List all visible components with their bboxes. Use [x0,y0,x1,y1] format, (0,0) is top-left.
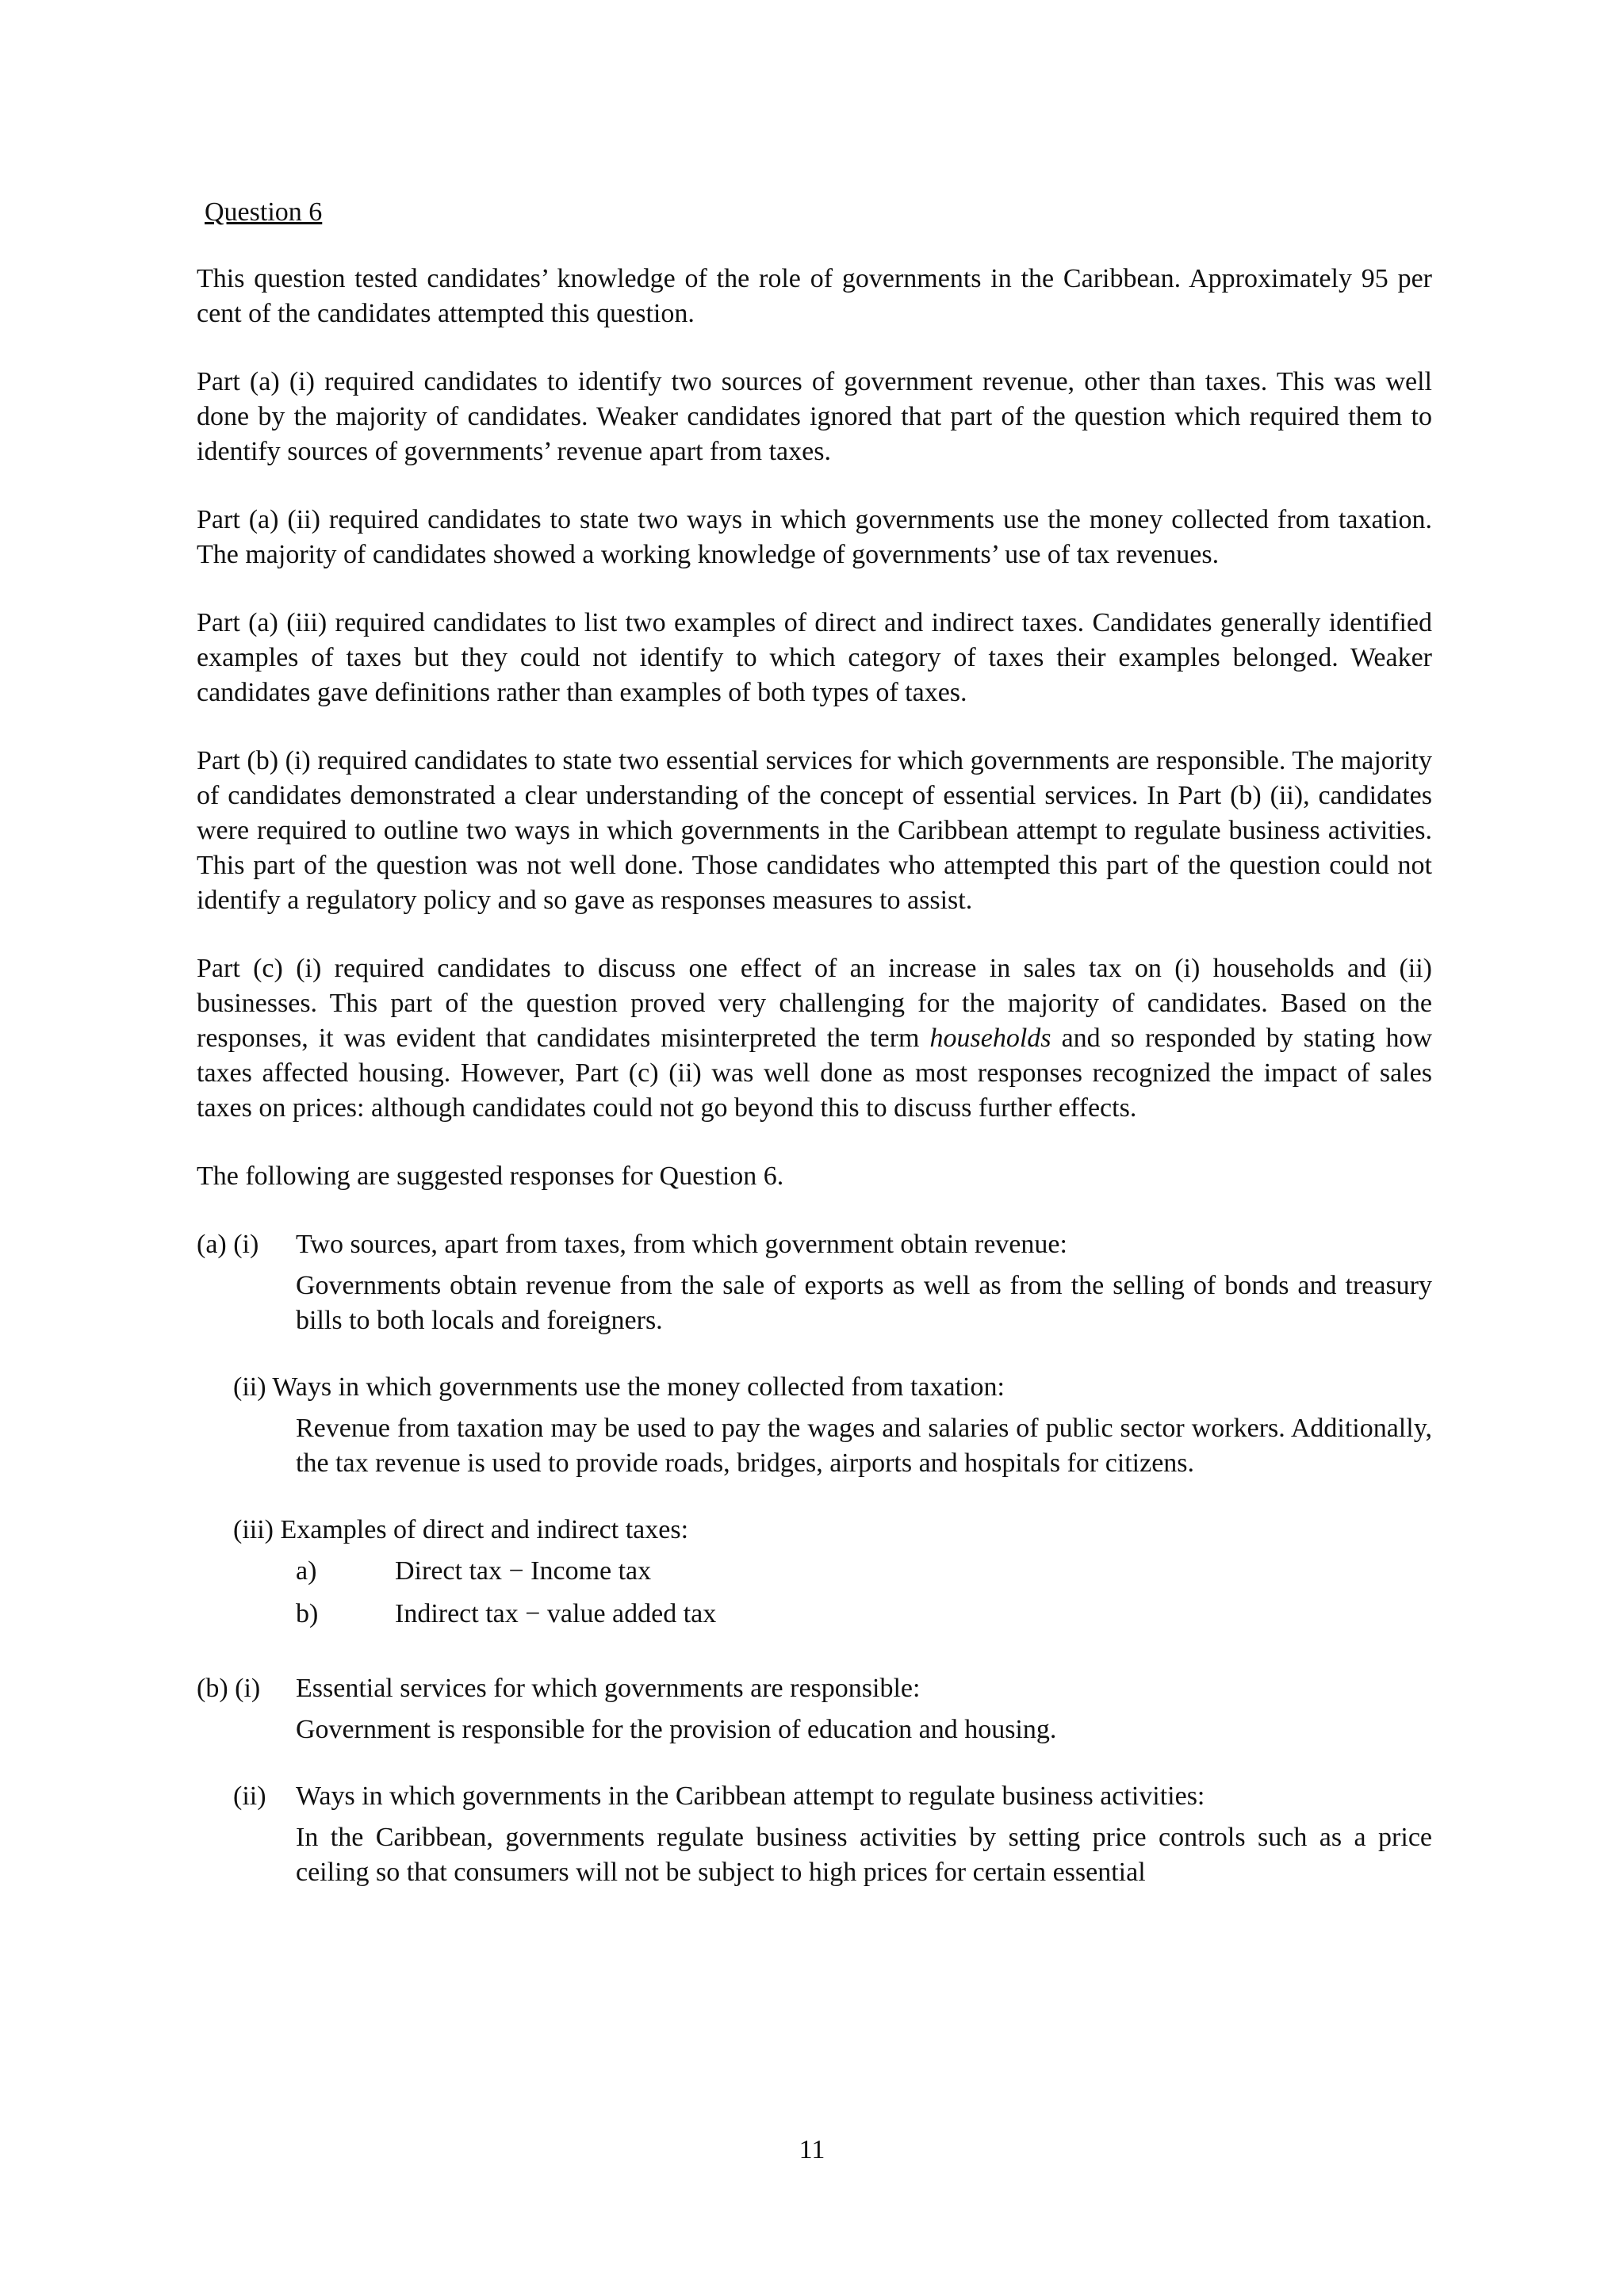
list-item-text: Direct tax − Income tax [395,1556,652,1586]
answer-label: (a) (i) [197,1230,259,1259]
paragraph-overview: This question tested candidates’ knowledge of the role of governments in the Caribbean. Approximately 95 per cent of the candidates attempted this question. [197,264,1432,328]
list-item-text: Indirect tax − value added tax [395,1599,717,1628]
answer-a-ii [197,1370,1432,1481]
question-heading: Question 6 [205,197,323,227]
term-households: households [929,1024,1051,1053]
paragraph-part-c-text-2: and so responded by stating how taxes affected housing. However, Part (c) (ii) was well done as most responses recognized the impact of sales taxes on prices: although candidates could not go beyond this to discuss further effects. [197,1024,1432,1123]
list-item [296,1554,1432,1597]
answer-text: In the Caribbean, governments regulate business activities by setting price controls such as a price ceiling so that consumers will not be subject to high prices for certain essential [296,1823,1432,1887]
answer-a-iii [197,1513,1432,1640]
answer-heading: (ii) Ways in which governments use the money collected from taxation: [233,1372,1005,1402]
paragraph-part-c [197,951,1432,1126]
answer-b-i [197,1671,1432,1747]
answer-a-i [197,1227,1432,1338]
list-item-key: b) [296,1599,319,1628]
paragraph-part-a-ii: Part (a) (ii) required candidates to state two ways in which governments use the money collected from taxation. The majority of candidates showed a working knowledge of governments’ use of tax revenues. [197,505,1432,569]
answer-heading: (iii) Examples of direct and indirect taxes: [233,1515,689,1544]
paragraph-part-a-i: Part (a) (i) required candidates to identify two sources of government revenue, other than taxes. This was well done by the majority of candidates. Weaker candidates ignored that part of the question which required them to identify sources of governments’ revenue apart from taxes. [197,367,1432,466]
paragraph-part-c-text-1: Part (c) (i) required candidates to discuss one effect of an increase in sales tax on (i) households and (ii) businesses. This part of the question proved very challenging for the majority of candidates. Based on the responses, it was evident that candidates misinterpreted the term [197,954,1432,1053]
tax-examples-list [296,1554,1432,1640]
paragraph-part-a-iii: Part (a) (iii) required candidates to list two examples of direct and indirect taxes. Candidates generally identified examples of taxes but they could not identify to which category of taxes their examples belonged. Weaker candidates gave definitions rather than examples of both types of taxes. [197,608,1432,707]
page-content [197,195,1432,1922]
answer-heading: Ways in which governments in the Caribbean attempt to regulate business activities: [296,1781,1205,1811]
suggested-responses-intro: The following are suggested responses for Question 6. [197,1161,784,1191]
list-item-key: a) [296,1556,317,1586]
list-item [296,1597,1432,1640]
answer-heading: Two sources, apart from taxes, from which government obtain revenue: [296,1230,1067,1259]
answer-text: Revenue from taxation may be used to pay the wages and salaries of public sector workers. Additionally, the tax revenue is used to provide roads, bridges, airports and hospitals for citizens. [296,1414,1432,1478]
answer-b-ii [197,1779,1432,1890]
answer-label: (b) (i) [197,1674,261,1703]
answer-label: (ii) [233,1781,266,1811]
paragraph-part-b: Part (b) (i) required candidates to state two essential services for which governments are responsible. The majority of candidates demonstrated a clear understanding of the concept of essential services. In Part (b) (ii), candidates were required to outline two ways in which governments in the Caribbean attempt to regulate business activities. This part of the question was not well done. Those candidates who attempted this part of the question could not identify a regulatory policy and so gave as responses measures to assist. [197,746,1432,915]
page-number: 11 [799,2135,825,2164]
answer-heading: Essential services for which governments are responsible: [296,1674,921,1703]
answer-text: Governments obtain revenue from the sale of exports as well as from the selling of bonds and treasury bills to both locals and foreigners. [296,1271,1432,1335]
answer-text: Government is responsible for the provision of education and housing. [296,1715,1057,1744]
